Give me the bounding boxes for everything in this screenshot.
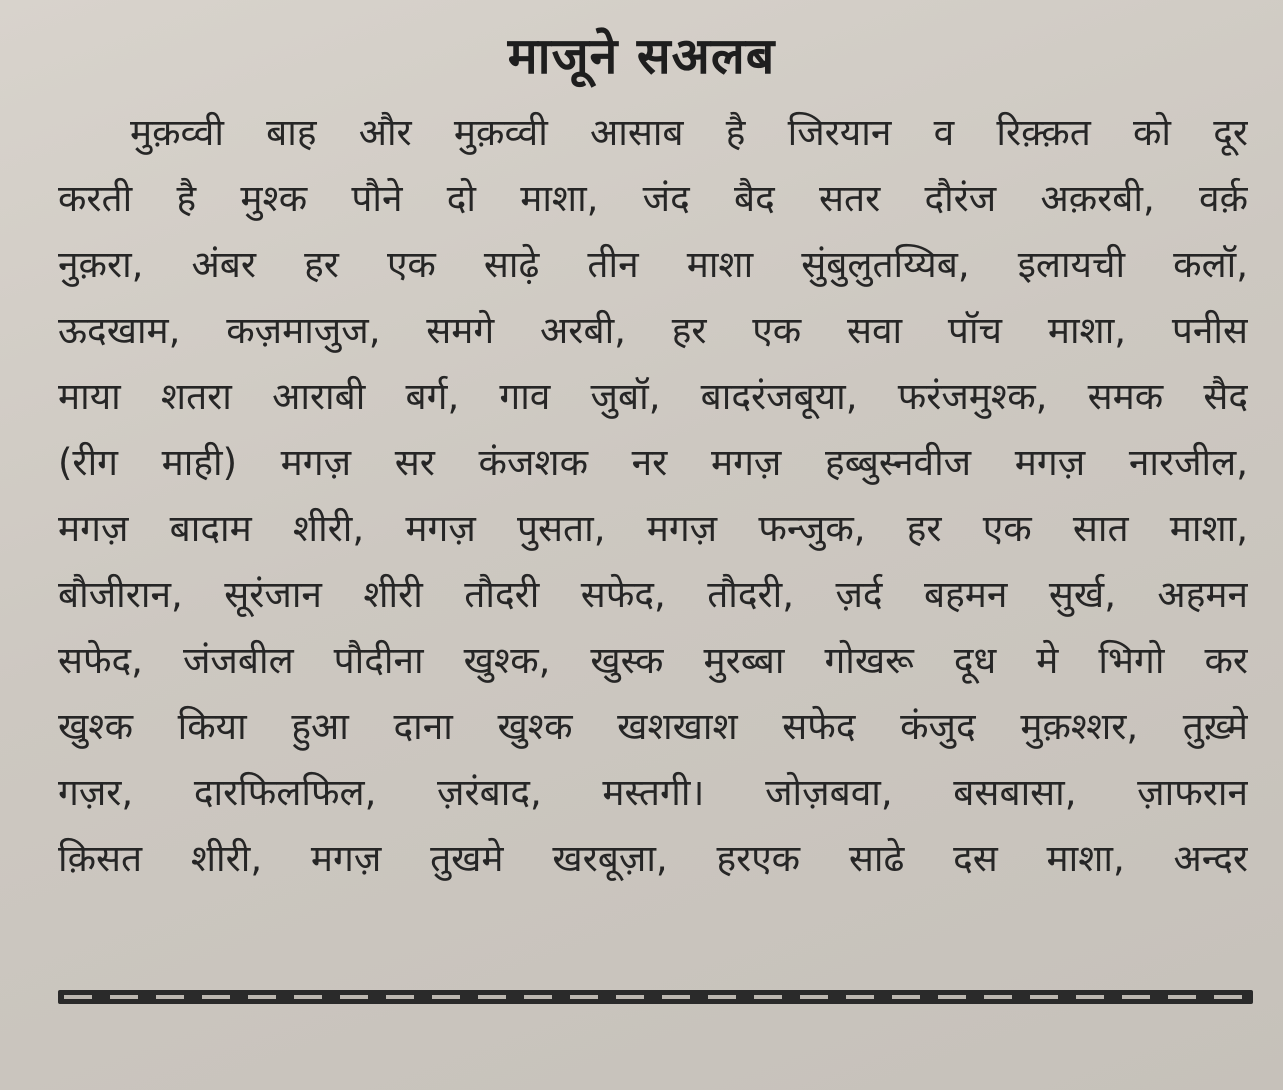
text-line: बौजीरान, सूरंजान शीरी तौदरी सफेद, तौदरी, ज़र्द बहमन सुर्ख, अहमन [58, 573, 1248, 616]
text-line: खुश्क किया हुआ दाना खुश्क खशखाश सफेद कंजुद मुक़श्शर, तुख़्मे [58, 705, 1248, 748]
decorative-divider [58, 990, 1253, 1004]
text-line: क़िसत शीरी, मगज़ तुखमे खरबूज़ा, हरएक साढे दस माशा, अन्दर [58, 837, 1248, 880]
text-line: माया शतरा आराबी बर्ग, गाव जुबॉ, बादरंजबूया, फरंजमुश्क, समक सैद [58, 375, 1248, 418]
body-text [58, 100, 1248, 892]
text-line: (रीग माही) मगज़ सर कंजशक नर मगज़ हब्बुस्नवीज मगज़ नारजील, [58, 441, 1248, 484]
text-line: करती है मुश्क पौने दो माशा, जंद बैद सतर दौरंज अक़रबी, वर्क़ [58, 177, 1248, 220]
text-line: ऊदखाम, कज़माजुज, समगे अरबी, हर एक सवा पॉच माशा, पनीस [58, 309, 1248, 352]
page-title: माजूने सअलब [507, 27, 776, 85]
text-line: नुक़रा, अंबर हर एक साढ़े तीन माशा सुंबुलुतय्यिब, इलायची कलॉ, [58, 243, 1248, 286]
text-line: मुक़व्वी बाह और मुक़व्वी आसाब है जिरयान व रिक़्क़त को दूर [130, 111, 1248, 154]
divider-dashes [64, 995, 1247, 999]
text-line: गज़र, दारफिलफिल, ज़रंबाद, मस्तगी। जोज़बवा, बसबासा, ज़ाफरान [58, 771, 1248, 814]
text-line: मगज़ बादाम शीरी, मगज़ पुसता, मगज़ फन्जुक, हर एक सात माशा, [58, 507, 1248, 550]
text-line: सफेद, जंजबील पौदीना खुश्क, खुस्क मुरब्बा गोखरू दूध मे भिगो कर [58, 639, 1248, 682]
